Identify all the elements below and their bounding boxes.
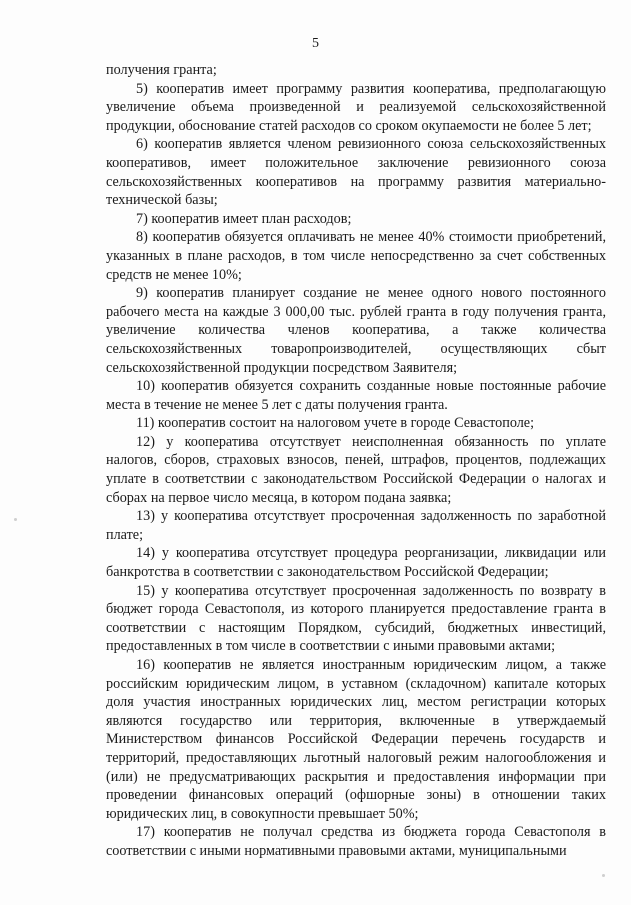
paragraph-item-7: 7) кооператив имеет план расходов;: [136, 210, 352, 227]
paragraph-item-8: 8) кооператив обязуется оплачивать не менее 40% стоимости приобретений, указанных в плане расходов, в том числе непосредственно за счет собственных средств не менее 10%;: [106, 229, 606, 283]
paragraph-item-16: 16) кооператив не является иностранным юридическим лицом, а также российским юридическим лицом, в уставном (складочном) капитале которых доля участия иностранных юридических лиц, местом регистрации которых являются государство или территория, включенные в утверждаемый Министерством финансов Российской Федерации перечень государств и территорий, предоставляющих льготный налоговый режим налогообложения и (или) не предусматривающих раскрытия и предоставления информации при проведении финансовых операций (офшорные зоны) в отношении таких юридических лиц, в совокупности превышает 50%;: [106, 657, 606, 822]
paragraph-item-5: 5) кооператив имеет программу развития кооператива, предполагающую увеличение объема произведенной и реализуемой сельскохозяйственной продукции, обоснование статей расходов со сроком окупаемости не более 5 лет;: [106, 80, 606, 134]
scan-speck: [602, 874, 605, 877]
page-number: 5: [312, 36, 319, 51]
paragraph-item-13: 13) у кооператива отсутствует просроченная задолженность по заработной плате;: [106, 508, 606, 543]
paragraph-item-12: 12) у кооператива отсутствует неисполненная обязанность по уплате налогов, сборов, страховых взносов, пеней, штрафов, процентов, подлежащих уплате в соответствии с законодательством Российской Федерации о налогах и сборах на первое число месяца, в котором подана заявка;: [106, 433, 606, 506]
paragraph-item-11: 11) кооператив состоит на налоговом учете в городе Севастополе;: [136, 415, 535, 432]
scan-speck: [14, 518, 17, 521]
document-body: [106, 61, 606, 861]
paragraph-item-15: 15) у кооператива отсутствует просроченная задолженность по возврату в бюджет города Севастополя, из которого планируется предоставление гранта в соответствии с настоящим Порядком, субсидий, бюджетных инвестиций, предоставленных в том числе в соответствии с иными правовыми актами;: [106, 582, 606, 655]
paragraph-item-10: 10) кооператив обязуется сохранить созданные новые постоянные рабочие места в течение не менее 5 лет с даты получения гранта.: [106, 378, 606, 413]
paragraph-item-9: 9) кооператив планирует создание не менее одного нового постоянного рабочего места на каждые 3 000,00 тыс. рублей гранта в году получения гранта, увеличение количества членов кооператива, а также количества сельскохозяйственных товаропроизводителей, осуществляющих сбыт сельскохозяйственной продукции посредством Заявителя;: [106, 285, 606, 376]
paragraph-item-17: 17) кооператив не получал средства из бюджета города Севастополя в соответствии с иными нормативными правовыми актами, муниципальными: [106, 824, 606, 859]
paragraph-grant-receipt-end: получения гранта;: [106, 62, 217, 78]
paragraph-item-6: 6) кооператив является членом ревизионного союза сельскохозяйственных кооперативов, имеет положительное заключение ревизионного союза сельскохозяйственных кооперативов на программу развития материально-технической базы;: [106, 136, 606, 209]
paragraph-item-14: 14) у кооператива отсутствует процедура реорганизации, ликвидации или банкротства в соответствии с законодательством Российской Федерации;: [106, 545, 606, 581]
